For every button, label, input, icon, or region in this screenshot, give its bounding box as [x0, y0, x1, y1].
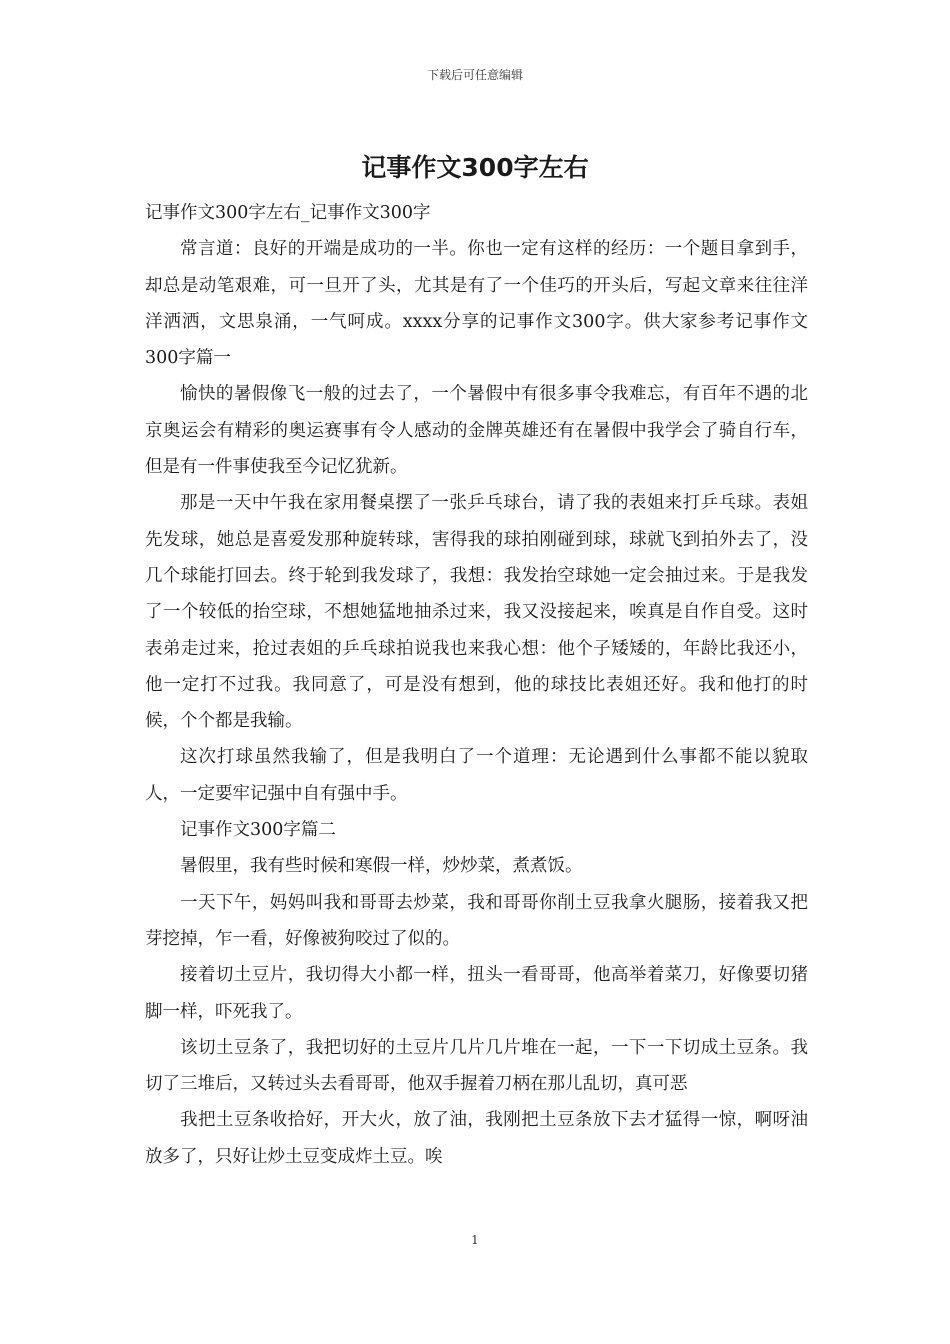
body-paragraph: 接着切土豆片，我切得大小都一样，扭头一看哥哥，他高举着菜刀，好像要切猪脚一样，吓死我了。 — [145, 965, 808, 1022]
body-paragraph: 这次打球虽然我输了，但是我明白了一个道理：无论遇到什么事都不能以貌取人，一定要牢记强中自有强中手。 — [145, 747, 808, 804]
body-paragraph: 常言道：良好的开端是成功的一半。你也一定有这样的经历：一个题目拿到手，却总是动笔艰难，可一旦开了头，尤其是有了一个佳巧的开头后，写起文章来往往洋洋洒洒，文思泉涌，一气呵成。xxxx分享的记事作文300字。供大家参考记事作文300字篇一 — [145, 239, 808, 369]
document-title: 记事作文300字左右 — [361, 153, 589, 182]
body-paragraph: 愉快的暑假像飞一般的过去了，一个暑假中有很多事令我难忘，有百年不遇的北京奥运会有精彩的奥运赛事有令人感动的金牌英雄还有在暑假中我学会了骑自行车，但是有一件事使我至今记忆犹新。 — [145, 384, 808, 478]
body-paragraph: 那是一天中午我在家用餐桌摆了一张乒乓球台，请了我的表姐来打乒乓球。表姐先发球，她总是喜爱发那种旋转球，害得我的球拍刚碰到球，球就飞到拍外去了，没几个球能打回去。终于轮到我发球了，我想：我发抬空球她一定会抽过来。于是我发了一个较低的抬空球，不想她猛地抽杀过来，我又没接起来，唉真是自作自受。这时表弟走过来，抢过表姐的乒乓球拍说我也来我心想：他个子矮矮的，年龄比我还小，他一定打不过我。我同意了，可是没有想到，他的球技比表姐还好。我和他打的时候，个个都是我输。 — [145, 493, 808, 732]
subtitle-paragraph: 记事作文300字左右_记事作文300字 — [145, 203, 431, 223]
section-heading-paragraph: 记事作文300字篇二 — [180, 820, 336, 841]
document-body — [145, 195, 808, 1175]
page-number: 1 — [471, 1233, 479, 1247]
body-paragraph: 暑假里，我有些时候和寒假一样，炒炒菜，煮煮饭。 — [180, 856, 583, 877]
body-paragraph: 我把土豆条收拾好，开大火，放了油，我刚把土豆条放下去才猛得一惊，啊呀油放多了，只好让炒土豆变成炸土豆。唉 — [145, 1110, 808, 1167]
header-note: 下载后可任意编辑 — [426, 68, 523, 82]
body-paragraph: 一天下午，妈妈叫我和哥哥去炒菜，我和哥哥你削土豆我拿火腿肠，接着我又把芽挖掉，乍一看，好像被狗咬过了似的。 — [145, 892, 808, 949]
body-paragraph: 该切土豆条了，我把切好的土豆片几片几片堆在一起，一下一下切成土豆条。我切了三堆后，又转过头去看哥哥，他双手握着刀柄在那儿乱切，真可恶 — [145, 1037, 808, 1095]
